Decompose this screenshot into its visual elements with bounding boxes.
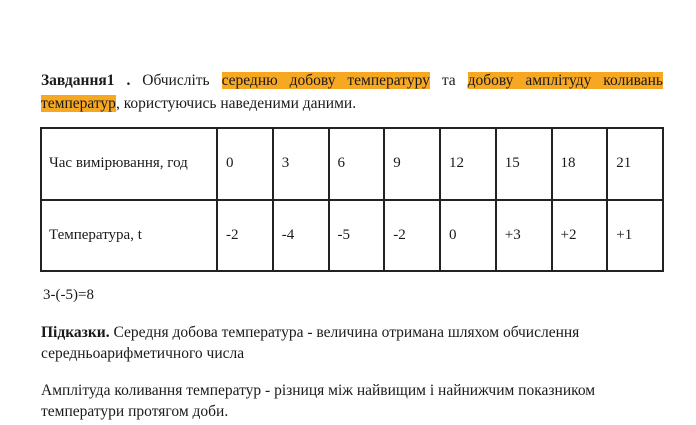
task-text-3: , користуючись наведеними даними.	[115, 95, 357, 112]
table-cell: -2	[384, 200, 440, 272]
task-label: Завдання1 .	[41, 72, 131, 89]
table-cell: +2	[552, 200, 608, 272]
table-cell: 9	[384, 128, 440, 200]
calculation-note: 3-(-5)=8	[43, 287, 94, 303]
table-cell: +1	[607, 200, 663, 272]
table-cell: 15	[496, 128, 552, 200]
table-cell: 0	[217, 128, 273, 200]
table-cell: -5	[329, 200, 385, 272]
task-text-1: Обчисліть	[130, 72, 222, 89]
highlight-amplitude: добову амплітуду коливань температур	[41, 72, 663, 112]
data-table	[40, 127, 664, 272]
table-cell: -2	[217, 200, 273, 272]
table-cell: +3	[496, 200, 552, 272]
task-text-2: та	[429, 72, 468, 89]
table-cell: 21	[607, 128, 663, 200]
hint-label: Підказки.	[41, 324, 110, 341]
row-header-hours: Час вимірювання, год	[41, 128, 217, 200]
table-cell: 12	[440, 128, 496, 200]
table-cell: -4	[273, 200, 329, 272]
hint-paragraph	[41, 322, 601, 364]
table-cell: 0	[440, 200, 496, 272]
table-cell: 3	[273, 128, 329, 200]
highlight-average-temperature: середню добову температуру	[221, 72, 430, 89]
amplitude-paragraph: Амплітуда коливання температур - різниця між найвищим і найнижчим показником температури протягом доби.	[41, 382, 596, 420]
hint-text: Середня добова температура - величина отримана шляхом обчислення середньоарифметичного числа	[41, 324, 580, 362]
table-row-temperature	[41, 200, 663, 272]
table-row-hours	[41, 128, 663, 200]
table-cell: 6	[329, 128, 385, 200]
table-cell: 18	[552, 128, 608, 200]
task-paragraph	[41, 69, 663, 115]
row-header-temperature: Температура, t	[41, 200, 217, 272]
